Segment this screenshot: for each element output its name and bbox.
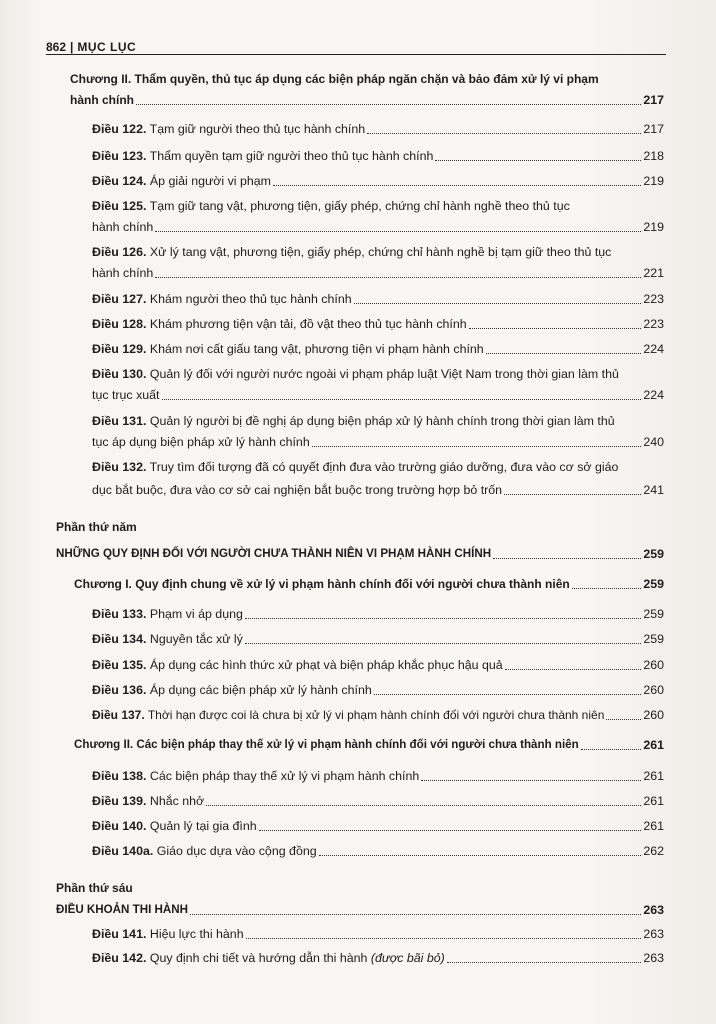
toc-page: 263 (643, 927, 664, 941)
toc-page: 263 (643, 951, 664, 965)
toc-page: 261 (643, 769, 664, 783)
toc-entry (92, 173, 664, 189)
toc-entry-text: Tạm giữ người theo thủ tục hành chính (149, 122, 366, 136)
toc-entry (56, 902, 664, 918)
toc-entry-line (92, 413, 615, 429)
toc-entry-line (92, 366, 619, 382)
article-label: Điều 130. (92, 367, 147, 381)
dot-leader (486, 352, 642, 354)
dot-leader (504, 493, 641, 495)
toc-entry (92, 434, 664, 450)
toc-entry (92, 818, 664, 834)
toc-entry-text: Thẩm quyền tạm giữ người theo thủ tục hành chính (149, 149, 434, 163)
dot-leader (367, 132, 641, 134)
dot-leader (136, 103, 641, 105)
article-label: Điều 142. (92, 951, 147, 965)
article-label: Điều 138. (92, 769, 147, 783)
toc-page: 241 (643, 483, 664, 497)
dot-leader (190, 913, 641, 915)
part-heading: Phần thứ sáu (56, 881, 133, 895)
page-header (46, 38, 666, 55)
dot-leader (155, 230, 641, 232)
toc-entry (56, 546, 664, 562)
page-number: 862 (46, 40, 67, 54)
article-label: Điều 124. (92, 174, 147, 188)
toc-page: 261 (643, 819, 664, 833)
dot-leader (319, 854, 642, 856)
toc-page: 219 (643, 220, 664, 234)
header-separator: | (70, 40, 74, 54)
toc-entry-text: Quản lý tại gia đình (149, 819, 257, 833)
toc-page: 263 (643, 903, 664, 917)
dot-leader (354, 302, 642, 304)
toc-entry (92, 606, 664, 622)
toc-page: 260 (643, 683, 664, 697)
toc-entry (92, 121, 664, 137)
toc-entry-text: Xử lý tang vật, phương tiện, giấy phép, chứng chỉ hành nghề bị tạm giữ theo thủ tục (149, 245, 612, 259)
toc-page: 261 (643, 738, 664, 752)
toc-entry-line (92, 244, 611, 260)
dot-leader (435, 159, 641, 161)
toc-entry (70, 92, 664, 108)
toc-entry (92, 793, 664, 809)
toc-entry (92, 950, 664, 966)
article-label: Điều 127. (92, 292, 147, 306)
toc-entry (74, 737, 664, 753)
toc-entry (92, 482, 664, 498)
article-label: Điều 136. (92, 683, 147, 697)
article-label: Điều 125. (92, 199, 147, 213)
toc-entry-text: hành chính (92, 266, 154, 280)
article-label: Điều 129. (92, 342, 147, 356)
dot-leader (155, 276, 641, 278)
toc-entry-text: Tạm giữ tang vật, phương tiện, giấy phép, chứng chỉ hành nghề theo thủ tục (149, 199, 570, 213)
toc-page: 217 (643, 93, 664, 107)
toc-page: 260 (643, 708, 664, 722)
article-label: Điều 141. (92, 927, 147, 941)
dot-leader (581, 748, 642, 750)
toc-entry (92, 219, 664, 235)
part-title: ĐIỀU KHOẢN THI HÀNH (56, 903, 189, 916)
toc-entry-text: Thời hạn được coi là chưa bị xử lý vi phạm hành chính đối với người chưa thành niên (147, 708, 605, 722)
dot-leader (206, 804, 641, 806)
toc-page: 262 (643, 844, 664, 858)
toc-entry-text: Nguyên tắc xử lý (149, 632, 243, 646)
toc-page: 260 (643, 658, 664, 672)
toc-entry (92, 291, 664, 307)
dot-leader (421, 779, 641, 781)
toc-entry-text: Quản lý đối với người nước ngoài vi phạm pháp luật Việt Nam trong thời gian làm thủ (149, 367, 619, 381)
toc-page: 218 (643, 149, 664, 163)
toc-page: 261 (643, 794, 664, 808)
toc-entry-text: Áp dụng các biện pháp xử lý hành chính (149, 683, 372, 697)
toc-page: 259 (643, 577, 664, 591)
toc-page: 219 (643, 174, 664, 188)
toc-page: 224 (643, 388, 664, 402)
dot-leader (606, 718, 641, 720)
toc-entry-text: tục áp dụng biện pháp xử lý hành chính (92, 435, 310, 449)
toc-page: 259 (643, 632, 664, 646)
dot-leader (273, 184, 641, 186)
dot-leader (259, 829, 642, 831)
toc-entry (92, 843, 664, 859)
toc-chapter-heading: Chương II. Thẩm quyền, thủ tục áp dụng các biện pháp ngăn chặn và bảo đảm xử lý vi phạm (70, 72, 599, 86)
toc-entry (92, 341, 664, 357)
toc-entry (92, 148, 664, 164)
toc-entry-line (92, 459, 618, 475)
dot-leader (447, 961, 642, 963)
toc-entry (74, 576, 664, 592)
toc-entry (92, 265, 664, 281)
toc-entry-line (92, 198, 570, 214)
dot-leader (505, 668, 642, 670)
toc-entry (92, 387, 664, 403)
article-label: Điều 134. (92, 632, 147, 646)
part-heading: Phần thứ năm (56, 520, 137, 534)
dot-leader (572, 587, 642, 589)
toc-chapter-heading: Chương II. Các biện pháp thay thế xử lý vi phạm hành chính đối với người chưa thành niên (74, 738, 579, 751)
toc-entry (92, 316, 664, 332)
toc-page: 221 (643, 266, 664, 280)
toc-page: 224 (643, 342, 664, 356)
toc-page: 223 (643, 317, 664, 331)
toc-page: 259 (643, 607, 664, 621)
toc-entry-text: Giáo dục dựa vào cộng đồng (156, 844, 317, 858)
toc-entry (92, 631, 664, 647)
toc-entry (92, 682, 664, 698)
toc-entry-text: Nhắc nhở (149, 794, 205, 808)
toc-page: 217 (643, 122, 664, 136)
dot-leader (162, 398, 642, 400)
toc-entry-text: tục trục xuất (92, 388, 160, 402)
dot-leader (469, 327, 642, 329)
article-label: Điều 126. (92, 245, 147, 259)
dot-leader (245, 642, 641, 644)
article-label: Điều 132. (92, 460, 147, 474)
dot-leader (374, 693, 642, 695)
article-label: Điều 122. (92, 122, 147, 136)
toc-page: 259 (643, 547, 664, 561)
toc-entry-text: Khám nơi cất giấu tang vật, phương tiện vi phạm hành chính (149, 342, 484, 356)
dot-leader (493, 557, 641, 559)
article-label: Điều 123. (92, 149, 147, 163)
toc-entry-text: Các biện pháp thay thế xử lý vi phạm hành chính (149, 769, 420, 783)
toc-chapter-heading: Chương I. Quy định chung về xử lý vi phạm hành chính đối với người chưa thành niên (74, 577, 570, 591)
toc-entry-text: Phạm vi áp dụng (149, 607, 243, 621)
article-label: Điều 128. (92, 317, 147, 331)
toc-entry-text: Quản lý người bị đề nghị áp dụng biện pháp xử lý hành chính trong thời gian làm thủ (149, 414, 615, 428)
toc-entry-text: dục bắt buộc, đưa vào cơ sở cai nghiện bắt buộc trong trường hợp bỏ trốn (92, 483, 503, 497)
article-label: Điều 140a. (92, 844, 154, 858)
toc-page: 223 (643, 292, 664, 306)
toc-entry-text: Áp giải người vi phạm (149, 174, 271, 188)
toc-entry-text: Truy tìm đối tượng đã có quyết định đưa vào trường giáo dưỡng, đưa vào cơ sở giáo (149, 460, 619, 474)
article-label: Điều 135. (92, 658, 147, 672)
toc-entry-text: hành chính (70, 93, 134, 107)
dot-leader (246, 937, 642, 939)
dot-leader (312, 445, 642, 447)
article-label: Điều 137. (92, 708, 145, 722)
toc-entry-text: Khám phương tiện vận tải, đồ vật theo thủ tục hành chính (149, 317, 467, 331)
article-label: Điều 133. (92, 607, 147, 621)
toc-entry-text: Áp dụng các hình thức xử phạt và biện pháp khắc phục hậu quả (149, 658, 503, 672)
toc-entry-text: Quy định chi tiết và hướng dẫn thi hành (149, 951, 368, 965)
part-title: NHỮNG QUY ĐỊNH ĐỐI VỚI NGƯỜI CHƯA THÀNH NIÊN VI PHẠM HÀNH CHÍNH (56, 547, 492, 560)
dot-leader (245, 617, 641, 619)
article-label: Điều 140. (92, 819, 147, 833)
article-label: Điều 131. (92, 414, 147, 428)
toc-entry (92, 707, 664, 723)
header-title: MỤC LỤC (77, 40, 137, 54)
toc-entry-note: (được bãi bỏ) (370, 951, 445, 965)
toc-entry (92, 657, 664, 673)
article-label: Điều 139. (92, 794, 147, 808)
toc-entry-text: hành chính (92, 220, 154, 234)
toc-entry (92, 926, 664, 942)
toc-page: 240 (643, 435, 664, 449)
toc-entry-text: Khám người theo thủ tục hành chính (149, 292, 352, 306)
toc-entry-text: Hiệu lực thi hành (149, 927, 244, 941)
toc-entry (92, 768, 664, 784)
